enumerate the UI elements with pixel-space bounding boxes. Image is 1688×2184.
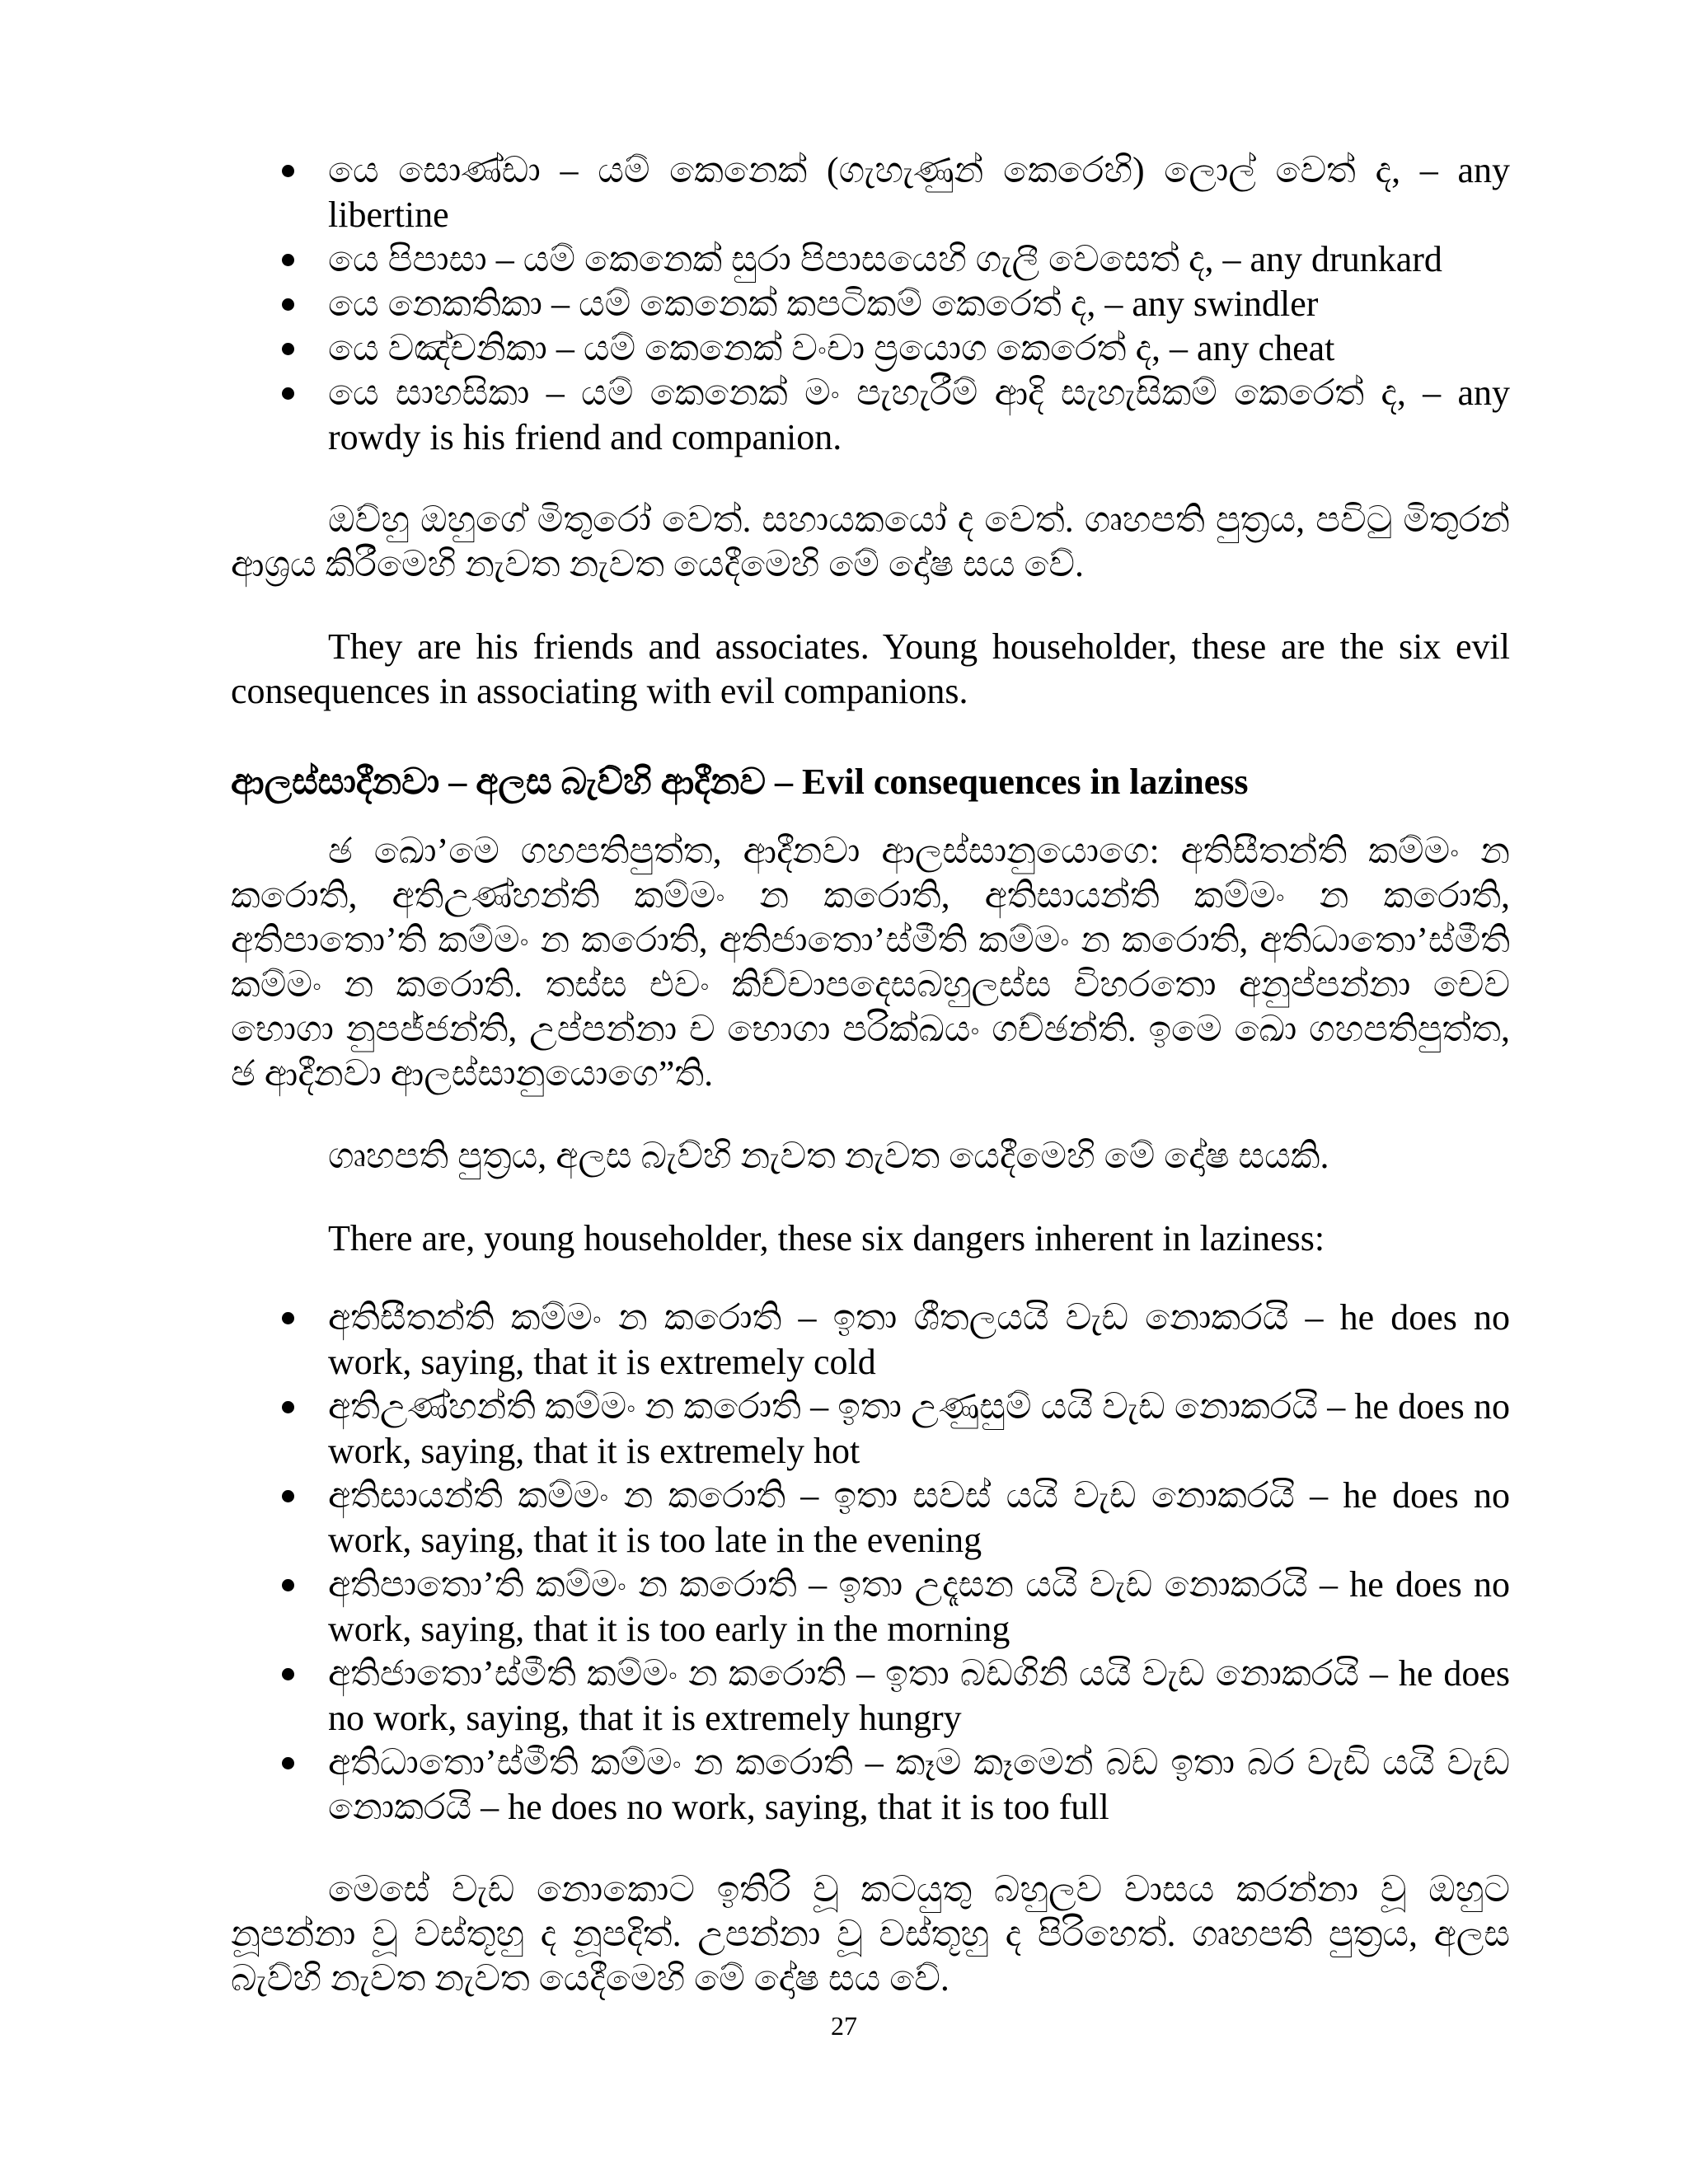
list-item-text: යෙ සාහසිකා – යම් කෙනෙක් මං පැහැරීම් ආදි සැහැසිකම් කෙරෙත් ද, – any rowdy is his friend and companion.: [328, 373, 1510, 457]
list-item-text: අතිපාතො’ති කම්මං න කරොති – ඉතා උදෑසන යයි වැඩ නොකරයි – he does no work, saying, that it is too early in the morning: [328, 1564, 1510, 1649]
list-item-text: අතිසායන්ති කම්මං න කරොති – ඉතා සවස් යයි වැඩ නොකරයි – he does no work, saying, that it is too late in the evening: [328, 1475, 1510, 1560]
list-item: [231, 1563, 1510, 1652]
list-item: [231, 371, 1510, 460]
list-item-text: යෙ සොණ්ඩා – යම් කෙනෙක් (ගැහැණුන් කෙරෙහි) ලොල් වෙත් ද, – any libertine: [328, 150, 1510, 235]
document-page: [231, 148, 1510, 2044]
list-item-text: යෙ වඤ්චනිකා – යම් කෙනෙක් වංචා ප්‍රයොග කෙරෙත් ද, – any cheat: [328, 328, 1335, 368]
list-item-text: යෙ පිපාසා – යම් කෙනෙක් සුරා පිපාසයෙහි ගැලී වෙසෙත් ද, – any drunkard: [328, 239, 1442, 279]
list-item: [231, 1296, 1510, 1385]
list-item-text: අතිඋණ්හන්ති කම්මං න කරොති – ඉතා උණුසුම් යයි වැඩ නොකරයි – he does no work, saying, that it is extremely hot: [328, 1386, 1510, 1471]
bullet-icon: [282, 298, 294, 311]
bullet-icon: [282, 1757, 294, 1769]
list-item-text: අතිජාතො’ස්මීති කම්මං න කරොති – ඉතා බඩගිනි යයි වැඩ නොකරයි – he does no work, saying, that it is extremely hungry: [328, 1653, 1510, 1738]
list-item: [231, 282, 1510, 326]
list-item: [231, 1385, 1510, 1474]
list-item: [231, 148, 1510, 237]
english-paragraph: There are, young householder, these six dangers inherent in laziness:: [328, 1218, 1325, 1258]
page-number: 27: [831, 2011, 857, 2041]
list-item: [231, 1652, 1510, 1741]
list-item: [231, 326, 1510, 371]
list-item-text: අතිසීතන්ති කම්මං න කරොති – ඉතා ශීතලයයි වැඩ නොකරයි – he does no work, saying, that it is extremely cold: [328, 1297, 1510, 1382]
bullet-icon: [282, 165, 294, 177]
list-item: [231, 237, 1510, 282]
sinhala-paragraph: මෙසේ වැඩ නොකොට ඉතිරි වූ කටයුතු බහුලව වාසය කරන්නා වූ ඔහුට නූපන්නා වූ වස්තූහු ද නූපදිත්. උපන්නා වූ වස්තූහු ද පිරිහෙත්. ගෘහපති පුත්‍රය, අලස බැව්හි නැවත නැවත යෙදීමෙහි මේ දෝෂ සය වේ.: [231, 1869, 1510, 1999]
bullet-icon: [282, 254, 294, 266]
sinhala-paragraph: ගෘහපති පුත්‍රය, අලස බැව්හි නැවත නැවත යෙදීමෙහි මේ දෝෂ සයකි.: [328, 1136, 1329, 1176]
list-item-text: යෙ නෙකතිකා – යම් කෙනෙක් කපටිකම් කෙරෙත් ද, – any swindler: [328, 284, 1319, 324]
english-paragraph: They are his friends and associates. Young householder, these are the six evil consequences in associating with evil companions.: [231, 626, 1510, 711]
bullet-icon: [282, 1312, 294, 1324]
bullet-list-evil-companions: [231, 148, 1510, 460]
bullet-list-laziness: [231, 1296, 1510, 1830]
sinhala-paragraph: ඔව්හු ඔහුගේ මිතුරෝ වෙත්. සහායකයෝ ද වෙත්. ගෘහපති පුත්‍රය, පවිටු මිතුරන් ආශ්‍රය කිරීමෙහි නැවත නැවත යෙදීමෙහි මේ දෝෂ සය වේ.: [231, 499, 1510, 584]
list-item-text: අතිධාතො’ස්මීති කම්මං න කරොති – කෑම කෑමෙන් බඩ ඉතා බර වැඩි යයි වැඩ නොකරයි – he does no work, saying, that it is too full: [328, 1742, 1510, 1827]
bullet-icon: [282, 387, 294, 400]
list-item: [231, 1474, 1510, 1563]
bullet-icon: [282, 1401, 294, 1413]
list-item: [231, 1741, 1510, 1830]
pali-paragraph: ඡ ඛො’මෙ ගහපතිපුත්ත, ආදීනවා ආලස්සානුයොගෙ: අතිසීතන්ති කම්මං න කරොති, අතිඋණ්හන්ති කම්මං න කරොති, අතිසායන්ති කම්මං න කරොති, අතිපාතො’ති කම්මං න කරොති, අතිජාතො’ස්මීති කම්මං න කරොති, අතිධාතො’ස්මීති කම්මං න කරොති. තස්ස එවං කිච්චාපදෙසබහුලස්ස විහරතො අනුප්පන්නා චෙව භොගා නුපජ්ජන්ති, උප්පන්නා ච භොගා පරික්ඛයං ගච්ඡන්ති. ඉමෙ ඛො ගහපතිපුත්ත, ඡ ආදීනවා ආලස්සානුයොගෙ”ති.: [231, 831, 1510, 1094]
bullet-icon: [282, 343, 294, 355]
bullet-icon: [282, 1490, 294, 1502]
section-heading: ආලස්සාදීනවා – අලස බැව්හි ආදීනව – Evil consequences in laziness: [231, 762, 1249, 802]
bullet-icon: [282, 1668, 294, 1680]
bullet-icon: [282, 1579, 294, 1591]
